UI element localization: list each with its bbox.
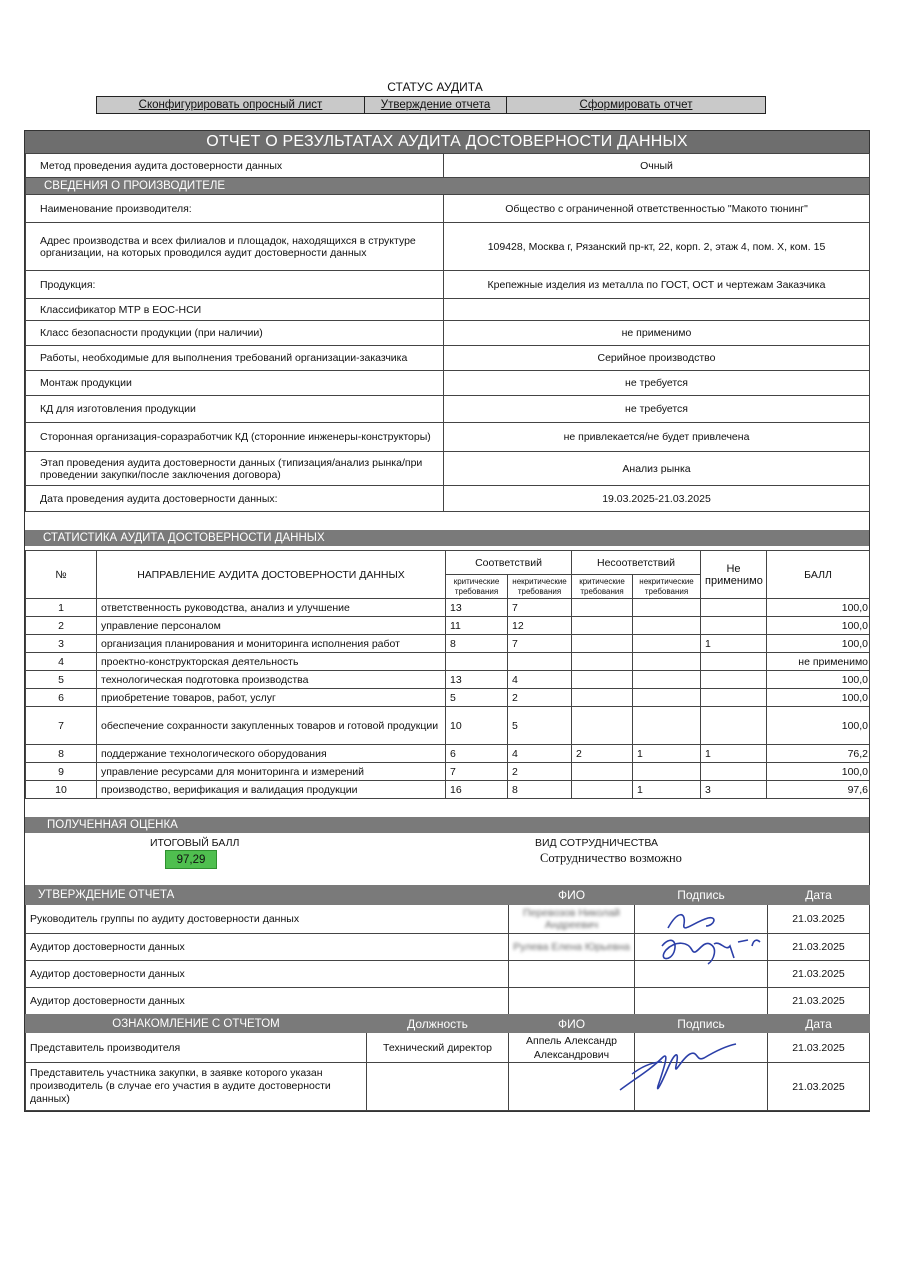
role: Аудитор достоверности данных xyxy=(26,961,509,988)
comply-noncritical: 2 xyxy=(508,763,572,781)
row-direction: приобретение товаров, работ, услуг xyxy=(97,689,446,707)
noncomply-noncritical xyxy=(633,653,701,671)
comply-noncritical: 8 xyxy=(508,781,572,799)
table-row xyxy=(26,346,870,371)
table-row xyxy=(26,423,870,452)
fio: Перевозов Николай Андреевич xyxy=(509,905,635,934)
configure-questionnaire-button[interactable]: Сконфигурировать опросный лист xyxy=(97,97,365,113)
score-cell: 100,0 xyxy=(767,599,870,617)
noncomply-critical xyxy=(572,671,633,689)
noncomply-critical xyxy=(572,707,633,745)
row-label: Монтаж продукции xyxy=(26,371,444,396)
signature-image xyxy=(648,900,768,980)
row-value: 109428, Москва г, Рязанский пр-кт, 22, корп. 2, этаж 4, пом. X, ком. 15 xyxy=(444,223,870,271)
table-row xyxy=(26,195,870,223)
noncomply-critical xyxy=(572,763,633,781)
not-applicable xyxy=(701,653,767,671)
comply-critical: 11 xyxy=(446,617,508,635)
position: Технический директор xyxy=(367,1033,509,1063)
row-value: не требуется xyxy=(444,371,870,396)
row-number: 9 xyxy=(26,763,97,781)
row-number: 4 xyxy=(26,653,97,671)
method-row xyxy=(26,154,870,178)
cooperation-label: ВИД СОТРУДНИЧЕСТВА xyxy=(535,837,659,849)
noncomply-critical xyxy=(572,599,633,617)
date: 21.03.2025 xyxy=(768,961,870,988)
col-date: Дата xyxy=(768,1015,870,1033)
comply-critical xyxy=(446,653,508,671)
signature-image xyxy=(610,1028,750,1108)
method-label: Метод проведения аудита достоверности данных xyxy=(26,154,444,178)
row-value: 19.03.2025-21.03.2025 xyxy=(444,486,870,512)
role: Руководитель группы по аудиту достоверности данных xyxy=(26,905,509,934)
col-noncomply-noncritical: некритические требования xyxy=(633,575,701,599)
row-label: Наименование производителя: xyxy=(26,195,444,223)
comply-critical: 16 xyxy=(446,781,508,799)
row-label: Адрес производства и всех филиалов и площадок, находящихся в структуре организации, на которых проводился аудит достоверности данных xyxy=(26,223,444,271)
approve-report-button[interactable]: Утверждение отчета xyxy=(365,97,507,113)
table-row xyxy=(26,671,870,689)
row-label: КД для изготовления продукции xyxy=(26,396,444,423)
row-direction: поддержание технологического оборудования xyxy=(97,745,446,763)
approval-section-header: УТВЕРЖДЕНИЕ ОТЧЕТА xyxy=(26,886,509,905)
col-noncomply: Несоответствий xyxy=(572,551,701,575)
noncomply-noncritical xyxy=(633,599,701,617)
row-number: 3 xyxy=(26,635,97,653)
table-row xyxy=(26,781,870,799)
date: 21.03.2025 xyxy=(768,905,870,934)
noncomply-noncritical: 1 xyxy=(633,781,701,799)
comply-noncritical: 12 xyxy=(508,617,572,635)
not-applicable: 1 xyxy=(701,745,767,763)
table-row xyxy=(26,452,870,486)
row-number: 6 xyxy=(26,689,97,707)
row-number: 5 xyxy=(26,671,97,689)
noncomply-critical: 2 xyxy=(572,745,633,763)
fio xyxy=(509,988,635,1015)
comply-noncritical: 4 xyxy=(508,745,572,763)
col-comply-critical: критические требования xyxy=(446,575,508,599)
fio: Аппель Александр Александрович xyxy=(509,1033,635,1063)
table-row xyxy=(26,745,870,763)
table-row xyxy=(26,635,870,653)
row-label: Классификатор МТР в ЕОС-НСИ xyxy=(26,299,444,321)
report-title: ОТЧЕТ О РЕЗУЛЬТАТАХ АУДИТА ДОСТОВЕРНОСТИ ДАННЫХ xyxy=(25,131,869,153)
comply-noncritical: 7 xyxy=(508,599,572,617)
table-row xyxy=(26,988,870,1015)
not-applicable xyxy=(701,707,767,745)
col-comply: Соответствий xyxy=(446,551,572,575)
col-na: Не применимо xyxy=(701,551,767,599)
table-row xyxy=(26,299,870,321)
row-number: 10 xyxy=(26,781,97,799)
col-sign: Подпись xyxy=(635,1015,768,1033)
row-label: Этап проведения аудита достоверности данных (типизация/анализ рынка/при проведении закупки/после заключения договора) xyxy=(26,452,444,486)
row-direction: производство, верификация и валидация продукции xyxy=(97,781,446,799)
row-value: не требуется xyxy=(444,396,870,423)
row-label: Продукция: xyxy=(26,271,444,299)
row-direction: ответственность руководства, анализ и улучшение xyxy=(97,599,446,617)
role: Представитель производителя xyxy=(26,1033,367,1063)
cooperation-value: Сотрудничество возможно xyxy=(540,851,682,865)
noncomply-noncritical xyxy=(633,635,701,653)
table-row xyxy=(26,707,870,745)
row-direction: обеспечение сохранности закупленных товаров и готовой продукции xyxy=(97,707,446,745)
not-applicable xyxy=(701,599,767,617)
row-value: Общество с ограниченной ответственностью "Макото тюнинг" xyxy=(444,195,870,223)
producer-section-header: СВЕДЕНИЯ О ПРОИЗВОДИТЕЛЕ xyxy=(26,178,870,195)
col-score: БАЛЛ xyxy=(767,551,870,599)
col-fio: ФИО xyxy=(509,886,635,905)
col-direction: НАПРАВЛЕНИЕ АУДИТА ДОСТОВЕРНОСТИ ДАННЫХ xyxy=(97,551,446,599)
total-score-label: ИТОГОВЫЙ БАЛЛ xyxy=(150,837,240,849)
not-applicable xyxy=(701,617,767,635)
table-row xyxy=(26,271,870,299)
row-direction: управление персоналом xyxy=(97,617,446,635)
not-applicable: 1 xyxy=(701,635,767,653)
noncomply-noncritical: 1 xyxy=(633,745,701,763)
row-label: Класс безопасности продукции (при наличии) xyxy=(26,321,444,346)
row-value: не привлекается/не будет привлечена xyxy=(444,423,870,452)
not-applicable xyxy=(701,671,767,689)
comply-critical: 10 xyxy=(446,707,508,745)
table-row xyxy=(26,653,870,671)
table-row xyxy=(26,486,870,512)
noncomply-critical xyxy=(572,781,633,799)
row-label: Сторонная организация-соразработчик КД (сторонние инженеры-конструкторы) xyxy=(26,423,444,452)
table-row xyxy=(26,321,870,346)
col-num: № xyxy=(26,551,97,599)
comply-critical: 8 xyxy=(446,635,508,653)
comply-noncritical: 4 xyxy=(508,671,572,689)
score-cell: 100,0 xyxy=(767,707,870,745)
row-direction: технологическая подготовка производства xyxy=(97,671,446,689)
not-applicable: 3 xyxy=(701,781,767,799)
comply-critical: 13 xyxy=(446,671,508,689)
col-noncomply-critical: критические требования xyxy=(572,575,633,599)
comply-noncritical xyxy=(508,653,572,671)
noncomply-noncritical xyxy=(633,617,701,635)
row-value xyxy=(444,299,870,321)
table-row xyxy=(26,689,870,707)
date: 21.03.2025 xyxy=(768,934,870,961)
row-label: Дата проведения аудита достоверности данных: xyxy=(26,486,444,512)
noncomply-critical xyxy=(572,635,633,653)
score-cell: 97,6 xyxy=(767,781,870,799)
comply-critical: 13 xyxy=(446,599,508,617)
fio: Рулева Елена Юрьевна xyxy=(509,934,635,961)
table-row xyxy=(26,599,870,617)
row-direction: организация планирования и мониторинга исполнения работ xyxy=(97,635,446,653)
table-row xyxy=(26,223,870,271)
role: Аудитор достоверности данных xyxy=(26,988,509,1015)
score-cell: 100,0 xyxy=(767,689,870,707)
col-date: Дата xyxy=(768,886,870,905)
score-cell: не применимо xyxy=(767,653,870,671)
col-fio: ФИО xyxy=(509,1015,635,1033)
comply-critical: 7 xyxy=(446,763,508,781)
row-direction: управление ресурсами для мониторинга и измерений xyxy=(97,763,446,781)
score-cell: 100,0 xyxy=(767,617,870,635)
noncomply-critical xyxy=(572,689,633,707)
comply-noncritical: 7 xyxy=(508,635,572,653)
date: 21.03.2025 xyxy=(768,988,870,1015)
comply-critical: 6 xyxy=(446,745,508,763)
row-value: Анализ рынка xyxy=(444,452,870,486)
row-number: 7 xyxy=(26,707,97,745)
date: 21.03.2025 xyxy=(768,1063,870,1111)
noncomply-noncritical xyxy=(633,671,701,689)
noncomply-noncritical xyxy=(633,707,701,745)
table-row xyxy=(26,396,870,423)
row-number: 1 xyxy=(26,599,97,617)
row-direction: проектно-конструкторская деятельность xyxy=(97,653,446,671)
not-applicable xyxy=(701,763,767,781)
total-score-value: 97,29 xyxy=(165,850,217,869)
row-value: не применимо xyxy=(444,321,870,346)
comply-critical: 5 xyxy=(446,689,508,707)
acquaint-section-header: ОЗНАКОМЛЕНИЕ С ОТЧЕТОМ xyxy=(26,1015,367,1033)
table-row xyxy=(26,763,870,781)
not-applicable xyxy=(701,689,767,707)
date: 21.03.2025 xyxy=(768,1033,870,1063)
result-section-header: ПОЛУЧЕННАЯ ОЦЕНКА xyxy=(25,817,869,833)
status-toolbar xyxy=(96,96,766,114)
col-comply-noncritical: некритические требования xyxy=(508,575,572,599)
score-cell: 100,0 xyxy=(767,635,870,653)
noncomply-critical xyxy=(572,653,633,671)
comply-noncritical: 5 xyxy=(508,707,572,745)
signature-cell xyxy=(635,988,768,1015)
score-cell: 100,0 xyxy=(767,763,870,781)
role: Аудитор достоверности данных xyxy=(26,934,509,961)
status-title: СТАТУС АУДИТА xyxy=(387,80,483,94)
method-value: Очный xyxy=(444,154,870,178)
row-value: Крепежные изделия из металла по ГОСТ, ОСТ и чертежам Заказчика xyxy=(444,271,870,299)
table-row xyxy=(26,617,870,635)
role: Представитель участника закупки, в заявке которого указан производитель (в случае его участия в аудите достоверности данных) xyxy=(26,1063,367,1111)
generate-report-button[interactable]: Сформировать отчет xyxy=(507,97,765,113)
position xyxy=(367,1063,509,1111)
row-number: 8 xyxy=(26,745,97,763)
producer-info-table xyxy=(25,153,870,512)
score-cell: 100,0 xyxy=(767,671,870,689)
comply-noncritical: 2 xyxy=(508,689,572,707)
noncomply-noncritical xyxy=(633,763,701,781)
fio xyxy=(509,961,635,988)
noncomply-critical xyxy=(572,617,633,635)
row-label: Работы, необходимые для выполнения требований организации-заказчика xyxy=(26,346,444,371)
col-position: Должность xyxy=(367,1015,509,1033)
row-number: 2 xyxy=(26,617,97,635)
col-sign: Подпись xyxy=(635,886,768,905)
noncomply-noncritical xyxy=(633,689,701,707)
row-value: Серийное производство xyxy=(444,346,870,371)
stats-section-header: СТАТИСТИКА АУДИТА ДОСТОВЕРНОСТИ ДАННЫХ xyxy=(25,530,869,546)
stats-table xyxy=(25,550,870,799)
score-cell: 76,2 xyxy=(767,745,870,763)
table-row xyxy=(26,371,870,396)
